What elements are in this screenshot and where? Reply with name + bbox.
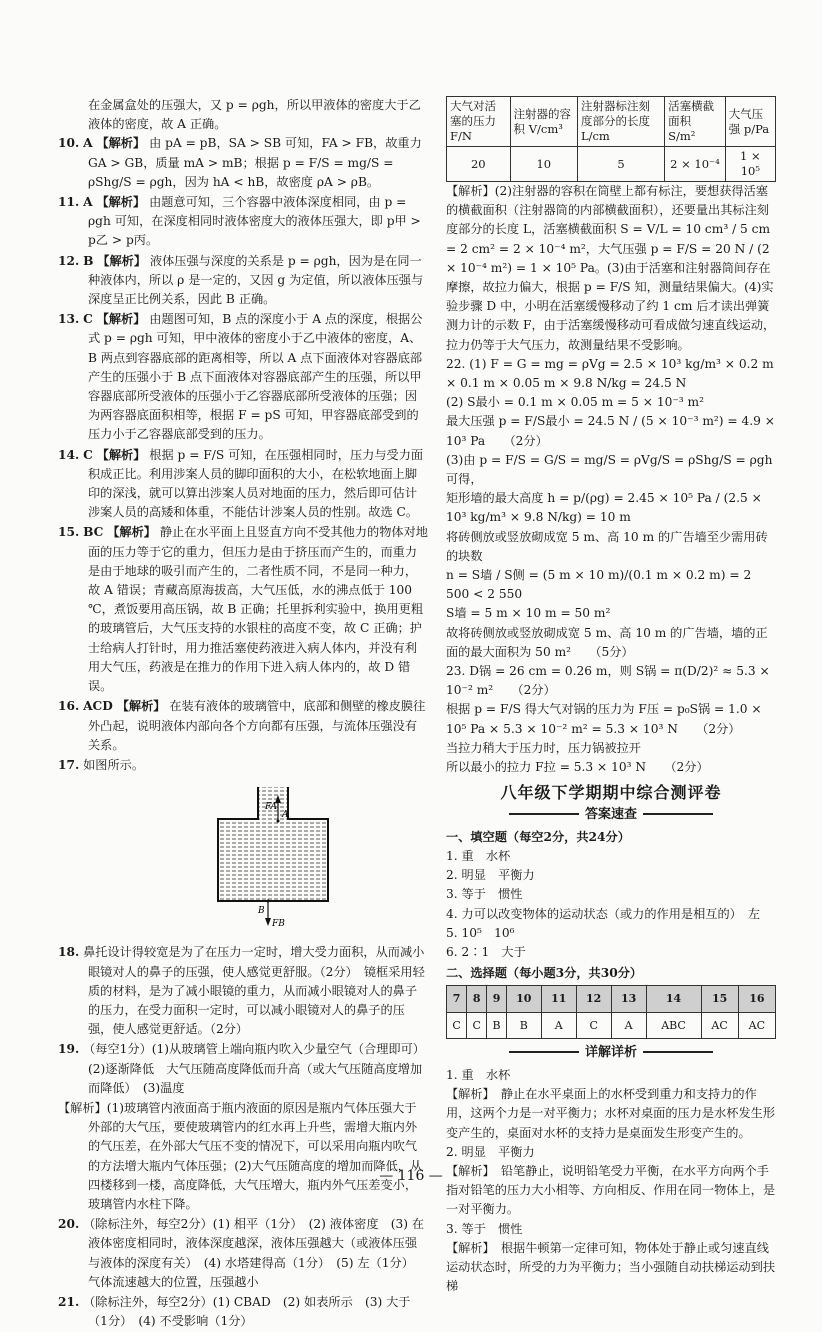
table-value-cell: 5 bbox=[577, 147, 664, 182]
answer-item bbox=[58, 697, 428, 755]
answer-text: 在装有液体的玻璃管中，底部和侧壁的橡皮膜往外凸起，说明液体内部向各个方向都有压强，与流体压强没有关系。 bbox=[88, 699, 426, 752]
analysis-tag: 【解析】 bbox=[107, 525, 156, 540]
detail-paragraph: 2. 明显 平衡力 bbox=[446, 1144, 535, 1159]
detail-paragraph: 【解析】 铅笔静止，说明铅笔受力平衡，在水平方向两个手指对铅笔的压力大小相等、方向相反、作用在同一物体上，是一对平衡力。 bbox=[446, 1163, 776, 1217]
mc-number-cell: 12 bbox=[576, 986, 611, 1012]
table-header-cell: 注射器的容积 V/cm³ bbox=[510, 97, 577, 147]
answer-text: 根据 p = F/S 可知，在压强相同时，压力与受力面积成正比。利用涉案人员的脚印面积的大小，在松软地面上脚印的深浅，就可以算出涉案人员对地面的压力，然后即可估计涉案人员的高矮和体重，不能估计涉案人员的性别。故选 C。 bbox=[88, 447, 424, 520]
answer-item bbox=[58, 252, 428, 310]
detail-paragraph: 3. 等于 惯性 bbox=[446, 1221, 523, 1236]
answer-item bbox=[58, 1293, 428, 1331]
label-fb: FB bbox=[272, 919, 285, 930]
answer-number: 17. bbox=[58, 757, 80, 772]
answer-number: 21. bbox=[58, 1294, 80, 1309]
solution-paragraph: (2) S最小 = 0.1 m × 0.05 m = 5 × 10⁻³ m² bbox=[446, 395, 704, 410]
table-header-cell: 注射器标注刻度部分的长度 L/cm bbox=[577, 97, 664, 147]
answer-number: 12. bbox=[58, 253, 80, 268]
analysis-tag: 【解析】 bbox=[96, 447, 146, 462]
analysis-tag: 【解析】 bbox=[116, 699, 166, 714]
mc-number-cell: 13 bbox=[611, 986, 646, 1012]
table-value-cell: 10 bbox=[510, 147, 577, 182]
solution-paragraph: 所以最小的拉力 F拉 = 5.3 × 10³ N （2分） bbox=[446, 760, 709, 775]
answer-number: 16. bbox=[58, 699, 80, 714]
mc-number-cell: 15 bbox=[701, 986, 738, 1012]
table-header-cell: 大气压强 p/Pa bbox=[725, 97, 775, 147]
mc-number-cell: 7 bbox=[447, 986, 467, 1012]
fill-answers bbox=[446, 847, 776, 962]
table-header-cell: 活塞横截面积 S/m² bbox=[665, 97, 726, 147]
detail-title: 详解详析 bbox=[584, 1044, 637, 1060]
quick-title: 答案速查 bbox=[584, 806, 637, 822]
solution-paragraph: 最大压强 p = F/S最小 = 24.5 N / (5 × 10⁻³ m²) = 4.9 × 10³ Pa （2分） bbox=[446, 414, 775, 448]
answer-number: 19. bbox=[58, 1042, 80, 1057]
answer-text: 如图所示。 bbox=[83, 757, 145, 772]
answer-number: 13. bbox=[58, 312, 80, 327]
answer-key: C bbox=[83, 312, 93, 327]
fill-answer: 1. 重 水杯 bbox=[446, 848, 511, 863]
mc-key-cell: C bbox=[447, 1012, 467, 1038]
detail-paragraph: 【解析】 静止在水平桌面上的水杯受到重力和支持力的作用，这两个力是一对平衡力；水杯对桌面的压力是水杯发生形变产生的，桌面对水杯的支持力是桌面发生形变产生的。 bbox=[446, 1087, 776, 1140]
answers-list bbox=[58, 134, 428, 775]
mc-table bbox=[446, 985, 776, 1038]
answer-item bbox=[58, 523, 428, 696]
solution-paragraph: 将砖侧放或竖放砌成宽 5 m、高 10 m 的广告墙至少需用砖的块数 bbox=[446, 529, 768, 563]
answer-text: （除标注外，每空2分）(1) 相平（1分） (2) 液体密度 (3) 在液体密度相同时，液体深度越深，液体压强越大（或液体压强与液体的深度有关） (4) 水塔建得高（1分） (5) 左（1分） 气体流速越大的位置，压强越小 bbox=[83, 1217, 425, 1289]
left-column bbox=[58, 96, 432, 1332]
table-header-cell: 大气对活塞的压力 F/N bbox=[447, 97, 511, 147]
answer-number: 15. bbox=[58, 525, 80, 540]
answer-item bbox=[58, 193, 428, 251]
answer-key: BC bbox=[83, 525, 104, 540]
fill-answer: 5. 10⁵ 10⁶ bbox=[446, 925, 515, 940]
mc-key-cell: B bbox=[506, 1012, 541, 1038]
data-table bbox=[446, 96, 776, 182]
analysis-tag: 【解析】 bbox=[97, 253, 147, 268]
mc-key-cell: A bbox=[611, 1012, 646, 1038]
mc-number-cell: 10 bbox=[506, 986, 541, 1012]
detail-banner bbox=[446, 1043, 776, 1062]
mc-number-cell: 16 bbox=[738, 986, 775, 1012]
mc-key-cell: A bbox=[541, 1012, 576, 1038]
label-a: A bbox=[282, 810, 289, 821]
right-column bbox=[446, 96, 776, 1296]
table-value-cell: 2 × 10⁻⁴ bbox=[665, 147, 726, 182]
solution-paragraph: 23. D锅 = 26 cm = 0.26 m，则 S锅 = π(D/2)² ≈ 5.3 × 10⁻² m² （2分） bbox=[446, 664, 770, 698]
answer-text: 鼻托设计得较宽是为了在压力一定时，增大受力面积，从而减小眼镜对人的鼻子的压强，使人感觉更舒服。（2分） 镜框采用轻质的材料，是为了减小眼镜的重力，从而减小眼镜对人的鼻子的压力，在受力面积一定时，可以减小眼镜对人的鼻子的压强，使人感觉更舒适。（2分） bbox=[83, 945, 425, 1037]
mc-number-cell: 9 bbox=[487, 986, 506, 1012]
fill-answer: 2. 明显 平衡力 bbox=[446, 868, 535, 883]
answer-item bbox=[58, 1099, 428, 1214]
answer-key: C bbox=[83, 447, 93, 462]
answer-text: 【解析】(1)玻璃管内液面高于瓶内液面的原因是瓶内气体压强大于外部的大气压，要使玻璃管内的红水再上升些，需增大瓶内外的气压差，在外部大气压不变的情况下，可以采用向瓶内吹气的方法增大瓶内气体压强；(2)大气压随高度的增加而降低，从四楼移到一楼，高度降低，大气压增大，瓶内外气压差变小，玻璃管内水柱下降。 bbox=[58, 1100, 423, 1211]
answer-item bbox=[58, 756, 428, 775]
solution-paragraph: 当拉力稍大于压力时，压力锅被拉开 bbox=[446, 740, 641, 755]
answer-item bbox=[58, 134, 428, 192]
right-paragraphs bbox=[446, 182, 776, 777]
mc-number-cell: 14 bbox=[646, 986, 701, 1012]
solution-paragraph: S墙 = 5 m × 10 m = 50 m² bbox=[446, 606, 611, 621]
page-number: — 116 — bbox=[379, 1168, 443, 1184]
detail-paragraph: 【解析】 根据牛顿第一定律可知，物体处于静止或匀速直线运动状态时，所受的力为平衡力；当小强随自动扶梯运动到扶梯 bbox=[446, 1240, 776, 1294]
detail-paragraph: 1. 重 水杯 bbox=[446, 1067, 511, 1082]
answer-text: （除标注外，每空2分）(1) CBAD (2) 如表所示 (3) 大于（1分） (4) 不受影响（1分） bbox=[83, 1294, 411, 1329]
answer-key: A bbox=[83, 136, 93, 151]
mc-key-cell: AC bbox=[701, 1012, 738, 1038]
answer-key: B bbox=[83, 253, 94, 268]
solution-paragraph: 22. (1) F = G = mg = ρVg = 2.5 × 10³ kg/m³ × 0.2 m × 0.1 m × 0.05 m × 9.8 N/kg = 24.5 N bbox=[446, 356, 774, 391]
solution-paragraph: 【解析】(2)注射器的容积在筒壁上都有标注，要想获得活塞的横截面积（注射器筒的内部横截面积），还要量出其标注刻度部分的长度 L，活塞横截面积 S = V/L = 10 cm³ / 5 cm = 2 cm² = 2 × 10⁻⁴ m²，大气压强 p = F/S = 20 N / (2 × 10⁻⁴ m²) = 1 × 10⁵ Pa。(3)由于活塞和注射器筒间存在摩擦，故拉力偏大，根据 p = F/S 知，测量结果偏大。(4)实验步骤 D 中，小明在活塞缓慢移动了约 1 cm 后才读出弹簧测力计的示数 F，由于活塞缓慢移动可看成做匀速直线运动，拉力仍等于大气压力，故测量结果不受影响。 bbox=[446, 184, 776, 352]
answer-number: 11. bbox=[58, 195, 80, 210]
answer-number: 20. bbox=[58, 1217, 80, 1232]
mc-header: 二、选择题（每小题3分，共30分） bbox=[446, 966, 643, 981]
table-value-cell: 20 bbox=[447, 147, 511, 182]
solution-paragraph: n = S墙 / S侧 = (5 m × 10 m)/(0.1 m × 0.2 m) = 2 500 < 2 550 bbox=[446, 568, 752, 602]
answer-text: 液体压强与深度的关系是 p = ρgh，因为是在同一种液体内，所以 ρ 是一定的，又因 g 为定值，所以液体压强与深度呈正比例关系，因此 B 正确。 bbox=[88, 253, 424, 307]
answer-key: ACD bbox=[83, 699, 113, 714]
answer-text: 静止在水平面上且竖直方向不受其他力的物体对地面的压力等于它的重力，但压力是由于挤压而产生的，而重力是由于地球的吸引而产生的，二者性质不同，不是同一种力，故 A 错误；青藏高原海拔高，大气压低，水的沸点低于 100 ℃，煮饭要用高压锅，故 B 正确；托里拆利实验中，换用更粗的玻璃管后，大气压支持的水银柱的高度不变，故 C 正确；护士给病人打针时，用力推活塞使药液进入病人体内，并没有利用大气压，药液是在推力的作用下进入病人体内的，故 D 错误。 bbox=[88, 525, 428, 694]
fill-header: 一、填空题（每空2分，共24分） bbox=[446, 829, 630, 844]
mc-number-cell: 11 bbox=[541, 986, 576, 1012]
mc-key-cell: C bbox=[467, 1012, 487, 1038]
label-fa: FA bbox=[265, 802, 277, 813]
table-value-cell: 1 × 10⁵ bbox=[725, 147, 775, 182]
answer-text: 由 pA = pB，SA > SB 可知，FA > FB，故重力 GA > GB，质量 mA > mB；根据 p = F/S = mg/S = ρShg/S = ρgh，因为 hA < hB，故密度 ρA > ρB。 bbox=[88, 136, 422, 189]
mc-key-cell: ABC bbox=[646, 1012, 701, 1038]
section-title: 八年级下学期期中综合测评卷 bbox=[500, 783, 722, 803]
mc-key-cell: B bbox=[487, 1012, 506, 1038]
mc-number-cell: 8 bbox=[467, 986, 487, 1012]
solution-paragraph: (3)由 p = F/S = G/S = mg/S = ρVg/S = ρShg/S = ρgh 可得， bbox=[446, 452, 773, 487]
quick-answer-banner bbox=[446, 805, 776, 824]
answer-text: 由题图可知，B 点的深度小于 A 点的深度，根据公式 p = ρgh 可知，甲中液体的密度小于乙中液体的密度，A、B 两点到容器底部的距离相等，所以 A 点下面液体对容器底部产生的压强小于 B 点下面液体对容器底部产生的压强，所以甲容器底部所受液体的压强小于乙容器底部所受液体的压强；因为两容器底面积相等，根据 F = pS 可知，甲容器底部受到的压力小于乙容器底部受到的压力。 bbox=[88, 312, 423, 442]
answer-text: 由题意可知，三个容器中液体深度相同，由 p = ρgh 可知，在深度相同时液体密度大的液体压强大，即 p甲 > p乙 > p丙。 bbox=[88, 195, 421, 248]
fill-answer: 4. 力可以改变物体的运动状态（或力的作用是相互的） 左 bbox=[446, 906, 761, 921]
answer-item bbox=[58, 446, 428, 523]
answer-number: 18. bbox=[58, 945, 80, 960]
answer-key: A bbox=[83, 195, 93, 210]
answer-item bbox=[58, 310, 428, 444]
mc-key-cell: AC bbox=[738, 1012, 775, 1038]
label-b: B bbox=[258, 906, 265, 917]
answer-number: 14. bbox=[58, 447, 80, 462]
solution-paragraph: 根据 p = F/S 得大气对锅的压力为 F压 = p₀S锅 = 1.0 × 10⁵ Pa × 5.3 × 10⁻² m² = 5.3 × 10³ N （2分） bbox=[446, 702, 762, 736]
analysis-tag: 【解析】 bbox=[96, 312, 146, 327]
answer-item bbox=[58, 1215, 428, 1292]
container-diagram bbox=[208, 781, 368, 931]
solution-paragraph: 故将砖侧放或竖放砌成宽 5 m、高 10 m 的广告墙，墙的正面的最大面积为 50 m² （5分） bbox=[446, 625, 768, 659]
fill-answer: 3. 等于 惯性 bbox=[446, 887, 523, 902]
answer-number: 10. bbox=[58, 136, 80, 151]
answers-list-2 bbox=[58, 943, 432, 1331]
intro-text: 在金属盒处的压强大，又 p = ρgh，所以甲液体的密度大于乙液体的密度，故 A 正确。 bbox=[88, 98, 421, 132]
answer-item bbox=[58, 1040, 432, 1098]
fill-answer: 6. 2∶1 大于 bbox=[446, 944, 526, 959]
solution-paragraph: 矩形墙的最大高度 h = p/(ρg) = 2.45 × 10⁵ Pa / (2.5 × 10³ kg/m³ × 9.8 N/kg) = 10 m bbox=[446, 491, 762, 525]
answer-text: （每空1分）(1)从玻璃管上端向瓶内吹入少量空气（合理即可） (2)逐渐降低 大气压随高度降低而升高（或大气压随高度增加而降低） (3)温度 bbox=[83, 1042, 432, 1095]
figure-17 bbox=[208, 781, 428, 937]
analysis-tag: 【解析】 bbox=[96, 195, 146, 210]
answer-item bbox=[58, 943, 428, 1039]
analysis-tag: 【解析】 bbox=[96, 136, 146, 151]
mc-key-cell: C bbox=[576, 1012, 611, 1038]
